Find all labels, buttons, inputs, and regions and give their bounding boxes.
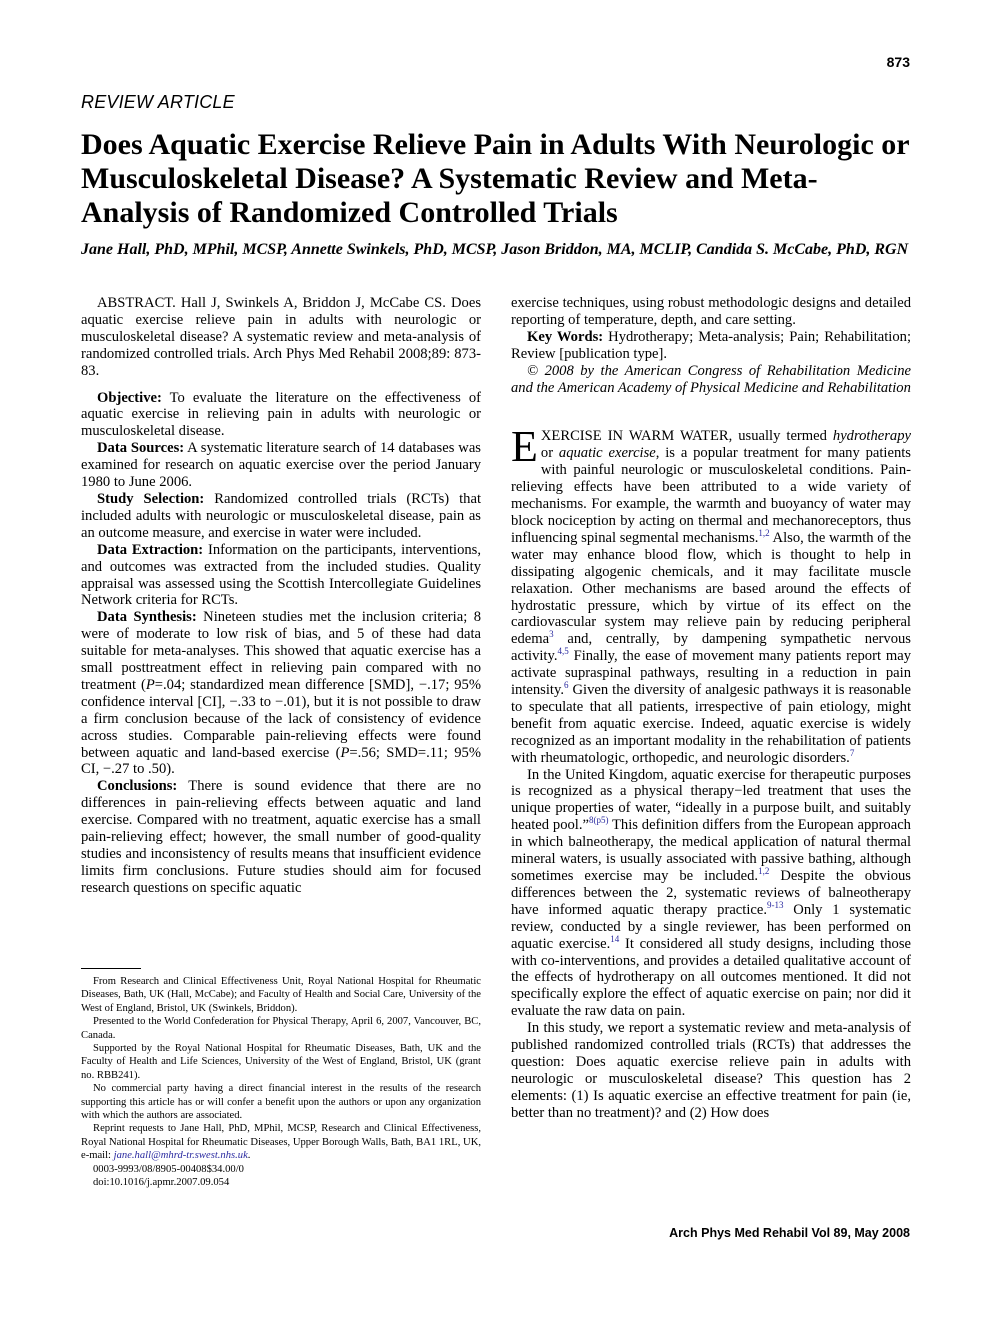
copyright-notice: © 2008 by the American Congress of Rehabilitation Medicine and the American Academy of Physical Medicine and Rehabilitation (511, 362, 911, 396)
abstract-data-extraction: Data Extraction: Information on the participants, interventions, and outcomes was extracted from the included studies. Quality appraisal was assessed using the Scottish Intercollegiate Guidelines Network criteria for RCTs. (81, 541, 481, 609)
data-extraction-label: Data Extraction: (97, 541, 204, 558)
citation-link[interactable]: 3 (549, 629, 554, 640)
conclusions-label: Conclusions: (97, 778, 178, 795)
data-sources-label: Data Sources: (97, 440, 185, 457)
citation-link[interactable]: 4,5 (557, 646, 569, 657)
footnote-doi: doi:10.1016/j.apmr.2007.09.054 (93, 1177, 230, 1189)
page-number: 873 (886, 54, 910, 70)
footnote-issn: 0003-9993/08/8905-00408$34.00/0 (93, 1163, 244, 1175)
abstract-conclusions-continued: exercise techniques, using robust methodologic designs and detailed reporting of temperature, depth, and care setting. (511, 295, 911, 328)
citation-link[interactable]: 9-13 (766, 899, 784, 910)
drop-cap: E (511, 422, 538, 472)
abstract-study-selection: Study Selection: Randomized controlled trials (RCTs) that included adults with neurologic or musculoskeletal disease, pain as an outcome measure, and exercise in water were included. (81, 490, 481, 541)
objective-label: Objective: (97, 389, 162, 406)
citation-link[interactable]: 14 (610, 933, 620, 944)
email-link[interactable]: jane.hall@mhrd-tr.swest.nhs.uk (113, 1150, 248, 1162)
study-selection-label: Study Selection: (97, 490, 205, 507)
running-footer: Arch Phys Med Rehabil Vol 89, May 2008 (669, 1226, 910, 1240)
citation-link[interactable]: 1,2 (758, 528, 770, 539)
abstract-data-sources: Data Sources: A systematic literature search of 14 databases was examined for research on aquatic exercise over the period January 1980 to June 2006. (81, 440, 481, 491)
footnote-conflict: No commercial party having a direct financial interest in the results of the research supporting this article has or will confer a benefit upon the authors or upon any organization with which the authors are associated. (81, 1083, 481, 1122)
footnote-affiliation: From Research and Clinical Effectiveness Unit, Royal National Hospital for Rheumatic Diseases, Bath, UK (Hall, McCabe); and Faculty of Health and Social Care, University of the West of England, Bristol, UK (Swinkels, Briddon). (81, 976, 481, 1014)
citation-link[interactable]: 8(p5) (588, 815, 609, 826)
footnote-support: Supported by the Royal National Hospital for Rheumatic Diseases, Bath, UK and the Faculty of Health and Life Sciences, University of the West of England, Bristol, UK (grant no. RBB241). (81, 1043, 481, 1081)
author-list: Jane Hall, PhD, MPhil, MCSP, Annette Swinkels, PhD, MCSP, Jason Briddon, MA, MCLIP, Candida S. McCabe, PhD, RGN (81, 241, 909, 258)
section-label: REVIEW ARTICLE (81, 92, 235, 112)
key-words-label: Key Words: (527, 328, 604, 345)
citation-link[interactable]: 1,2 (758, 866, 770, 877)
article-title: Does Aquatic Exercise Relieve Pain in Adults With Neurologic or Musculoskeletal Disease? A Systematic Review and Meta-Analysis of Randomized Controlled Trials (81, 128, 910, 229)
body-paragraph-2: In the United Kingdom, aquatic exercise for therapeutic purposes is recognized as a physical therapy−led treatment that uses the unique properties of water, “ideally in a purpose built, and suitably heated pool.”$^{8(p5)}$ This definition differs from the European approach in which balneotherapy, the medical application of natural thermal mineral waters, is usually associated with passive bathing, although sometimes exercise may be included.$^{1,2}$ Despite the obvious differences between the 2, systematic reviews of balneotherapy have informed aquatic therapy practice.$^{9-13}$ Only 1 systematic review, conducted by a single reviewer, has been performed on aquatic exercise.$^{14}$ It considered all study designs, including those with co-interventions, and provides a detailed qualitative account of the effects of hydrotherapy on all outcomes mentioned. It did not specifically explore the effect of aquatic exercise on pain; nor did it evaluate the raw data on pain. (511, 766, 911, 1020)
body-paragraph-3: In this study, we report a systematic review and meta-analysis of published randomized controlled trials (RCTs) that addresses the question: Does aquatic exercise relieve pain in adults with neurologic or musculoskeletal disease? This question has 2 elements: (1) Is aquatic exercise an effective treatment for pain (ie, better than no treatment)? and (2) How does (511, 1020, 911, 1121)
abstract-citation: ABSTRACT. Hall J, Swinkels A, Briddon J, McCabe CS. Does aquatic exercise relieve pain in adults with neurologic or musculoskeletal disease? A systematic review and meta-analysis of randomized controlled trials. Arch Phys Med Rehabil 2008;89: 873-83. (81, 295, 481, 379)
footnote-rule (81, 968, 141, 969)
left-column (81, 295, 481, 897)
right-column (511, 295, 911, 1122)
abstract-conclusions: Conclusions: There is sound evidence that there are no differences in pain-relieving effects between aquatic and land exercise. Compared with no treatment, aquatic exercise has a small pain-relieving effect; however, the small number of good-quality studies and inconsistency of results means that insufficient evidence limits firm conclusions. Future studies should aim for focused research questions on specific aquatic (81, 778, 481, 896)
footnotes (81, 968, 481, 1190)
footnote-presented: Presented to the World Confederation for Physical Therapy, April 6, 2007, Vancouver, BC, Canada. (81, 1016, 481, 1041)
body-paragraph-1: EXERCISE IN WARM WATER, usually termed hydrotherapy or aquatic exercise, is a popular treatment for many patients with painful neurologic or musculoskeletal conditions. Pain-relieving effects have been attributed to a wide variety of mechanisms. For example, the warmth and buoyancy of water may block nociception by acting on thermal and mechanoreceptors, thus influencing spinal segmental mechanisms.$^{1,2}$ Also, the warmth of the water may enhance blood flow, which is thought to help in dissipating algogenic chemicals, and it may facilitate muscle relaxation. Other mechanisms are based around the effects of hydrostatic pressure, which by virtue of its effect on the cardiovascular system may relieve pain by reducing peripheral edema$^3$ and, centrally, by dampening sympathetic nervous activity.$^{4,5}$ Finally, the ease of movement many patients report may activate supraspinal pathways, resulting in a reduction in pain intensity.$^6$ Given the diversity of analgesic pathways it is reasonable to speculate that all patients, irrespective of pain etiology, might benefit from aquatic exercise. Indeed, aquatic exercise is widely recognized as an important modality in the rehabilitation of patients with rheumatologic, orthopedic, and neurologic disorders.$^7$ (511, 422, 911, 766)
citation-link[interactable]: 6 (563, 680, 569, 691)
key-words: Key Words: Hydrotherapy; Meta-analysis; Pain; Rehabilitation; Review [publication type]. (511, 328, 911, 362)
footnote-reprint: Reprint requests to Jane Hall, PhD, MPhil, MCSP, Research and Clinical Effectiveness, Royal National Hospital for Rheumatic Diseases, Upper Borough Walls, Bath, BA1 1RL, UK, e-mail: jane.hall@mhrd-tr.swest.nhs.uk. (81, 1123, 481, 1162)
citation-link[interactable]: 7 (849, 747, 855, 758)
abstract-objective: Objective: To evaluate the literature on the effectiveness of aquatic exercise in relieving pain in adults with neurologic or musculoskeletal disease. (81, 389, 481, 440)
abstract-data-synthesis: Data Synthesis: Nineteen studies met the inclusion criteria; 8 were of moderate to low risk of bias, and 5 of these had data suitable for meta-analyses. This showed that aquatic exercise has a small posttreatment effect in relieving pain compared with no treatment (P=.04; standardized mean difference [SMD], −.17; 95% confidence interval [CI], −.33 to −.01), but it is not possible to draw a firm conclusion because of the lack of consistency of evidence across studies. Comparable pain-relieving effects were found between aquatic and land-based exercise (P=.56; SMD=.11; 95% CI, −.27 to .50). (81, 609, 482, 778)
data-synthesis-label: Data Synthesis: (97, 609, 197, 626)
